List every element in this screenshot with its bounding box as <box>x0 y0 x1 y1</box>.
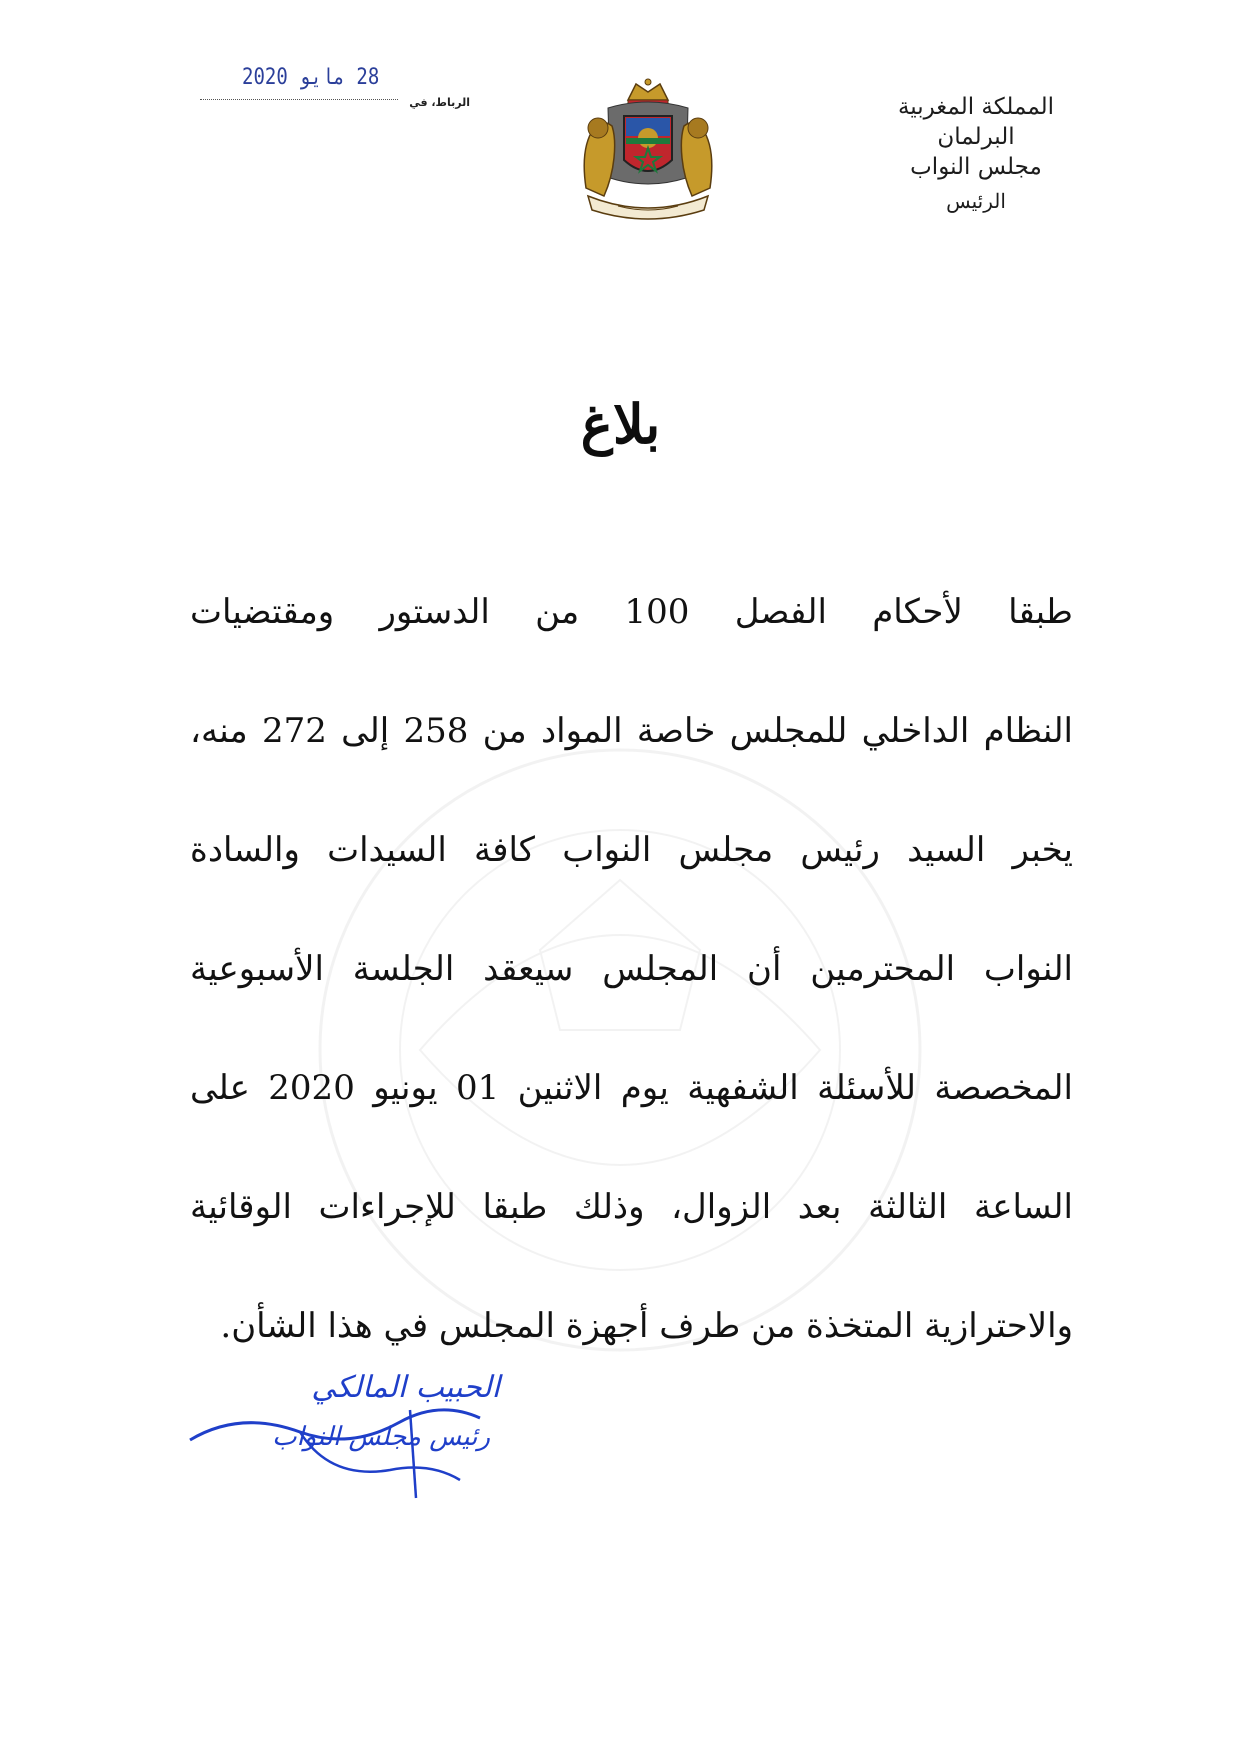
coat-of-arms-icon <box>568 78 728 223</box>
header-parliament: البرلمان <box>937 124 1015 150</box>
body-line: النواب المحترمين أن المجلس سيعقد الجلسة الأسبوعية <box>190 949 1073 989</box>
header-kingdom: المملكة المغربية <box>897 94 1055 120</box>
date-dotted-line <box>200 99 398 100</box>
signature-block <box>180 1370 520 1510</box>
announcement-title: بلاغ <box>580 392 661 456</box>
header-president: الرئيس <box>946 189 1006 213</box>
date-label: الرباط، في <box>409 96 470 109</box>
signature-name: الحبيب المالكي <box>311 1370 500 1405</box>
body-line: والاحترازية المتخذة من طرف أجهزة المجلس في هذا الشأن. <box>220 1306 1073 1346</box>
signature-title: رئيس مجلس النواب <box>272 1422 490 1452</box>
body-line: يخبر السيد رئيس مجلس النواب كافة السيدات والسادة <box>190 830 1073 870</box>
date-line <box>200 64 470 109</box>
body-line: النظام الداخلي للمجلس خاصة المواد من 258 إلى 272 منه، <box>190 711 1073 751</box>
body-line: الساعة الثالثة بعد الزوال، وذلك طبقا للإجراءات الوقائية <box>190 1187 1073 1227</box>
institution-header <box>861 92 1091 216</box>
header-house: مجلس النواب <box>910 154 1042 180</box>
date-stamp: 28 مايو 2020 <box>242 64 380 90</box>
body-line: المخصصة للأسئلة الشفهية يوم الاثنين 01 يونيو 2020 على <box>190 1068 1073 1108</box>
announcement-body <box>190 590 1073 1423</box>
body-line: طبقا لأحكام الفصل 100 من الدستور ومقتضيات <box>190 592 1073 632</box>
